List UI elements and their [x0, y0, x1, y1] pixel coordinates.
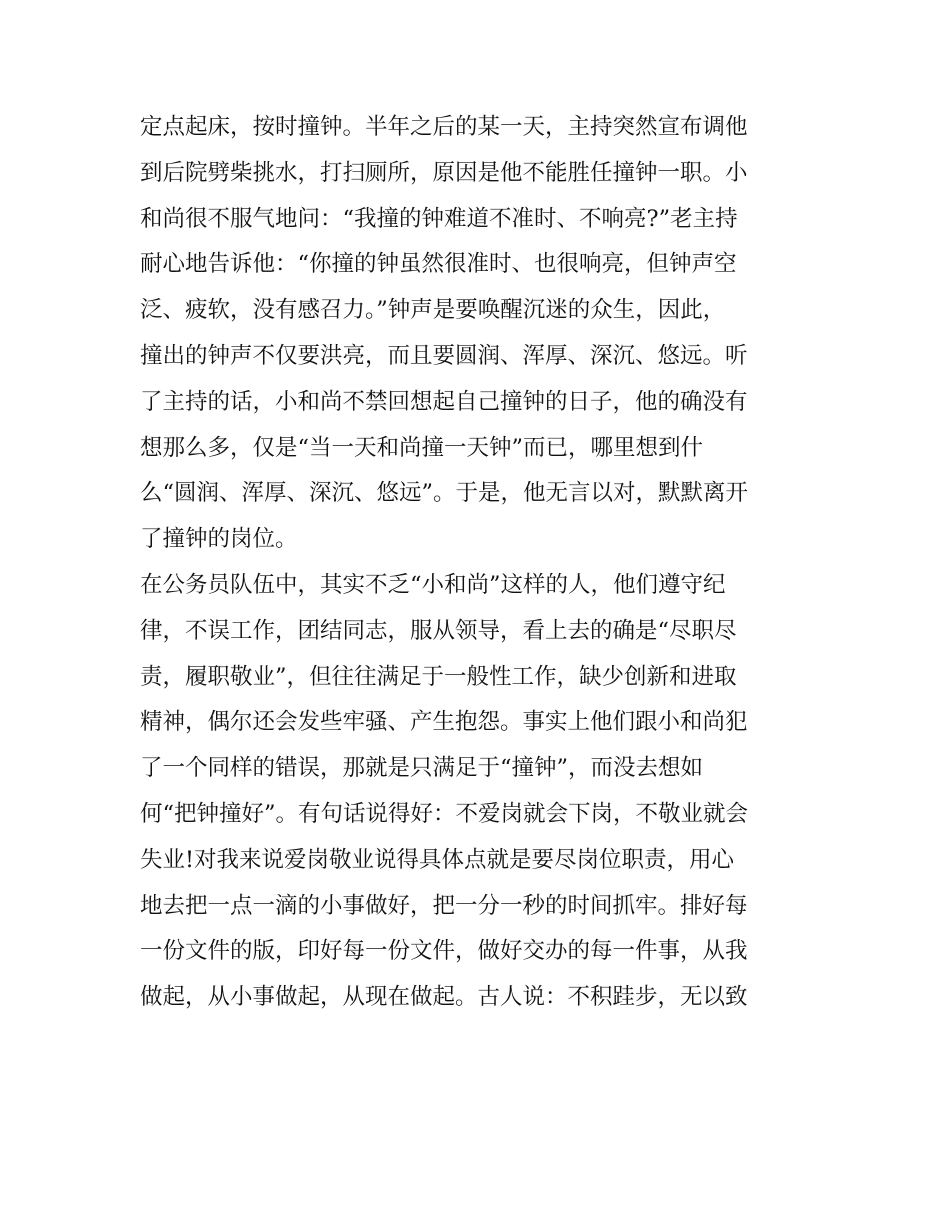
- text-line: 做起，从小事做起，从现在做起。古人说：不积跬步，无以致: [140, 984, 748, 1011]
- text-line: 到后院劈柴挑水，打扫厕所，原因是他不能胜任撞钟一职。小: [140, 159, 748, 186]
- text-line: 了主持的话，小和尚不禁回想起自己撞钟的日子，他的确没有: [140, 388, 748, 415]
- text-line: 在公务员队伍中，其实不乏“小和尚”这样的人，他们遵守纪: [140, 571, 726, 598]
- text-line: 失业!对我来说爱岗敬业说得具体点就是要尽岗位职责，用心: [140, 846, 735, 873]
- text-line: 责，履职敬业”，但往往满足于一般性工作，缺少创新和进取: [140, 663, 737, 690]
- text-line: 耐心地告诉他：“你撞的钟虽然很准时、也很响亮，但钟声空: [140, 251, 737, 278]
- text-line: 律，不误工作，团结同志，服从领导，看上去的确是“尽职尽: [140, 617, 737, 644]
- text-line: 撞出的钟声不仅要洪亮，而且要圆润、浑厚、深沉、悠远。听: [140, 342, 748, 369]
- text-line: 精神，偶尔还会发些牢骚、产生抱怨。事实上他们跟小和尚犯: [140, 709, 748, 736]
- text-line: 么“圆润、浑厚、深沉、悠远”。于是，他无言以对，默默离开: [140, 480, 749, 507]
- text-line: 何“把钟撞好”。有句话说得好：不爱岗就会下岗，不敬业就会: [140, 800, 749, 827]
- text-line: 和尚很不服气地问：“我撞的钟难道不准时、不响亮?”老主持: [140, 205, 738, 232]
- text-line: 定点起床，按时撞钟。半年之后的某一天，主持突然宣布调他: [140, 114, 748, 140]
- text-line: 一份文件的版，印好每一份文件，做好交办的每一件事，从我: [140, 938, 748, 965]
- text-line: 了一个同样的错误，那就是只满足于“撞钟”，而没去想如: [140, 755, 704, 782]
- text-line: 泛、疲软，没有感召力。”钟声是要唤醒沉迷的众生，因此，: [140, 297, 726, 324]
- text-line: 地去把一点一滴的小事做好，把一分一秒的时间抓牢。排好每: [140, 892, 748, 919]
- text-line: 了撞钟的岗位。: [140, 526, 298, 553]
- text-line: 想那么多，仅是“当一天和尚撞一天钟”而已，哪里想到什: [140, 434, 704, 461]
- body-text: [140, 105, 830, 1021]
